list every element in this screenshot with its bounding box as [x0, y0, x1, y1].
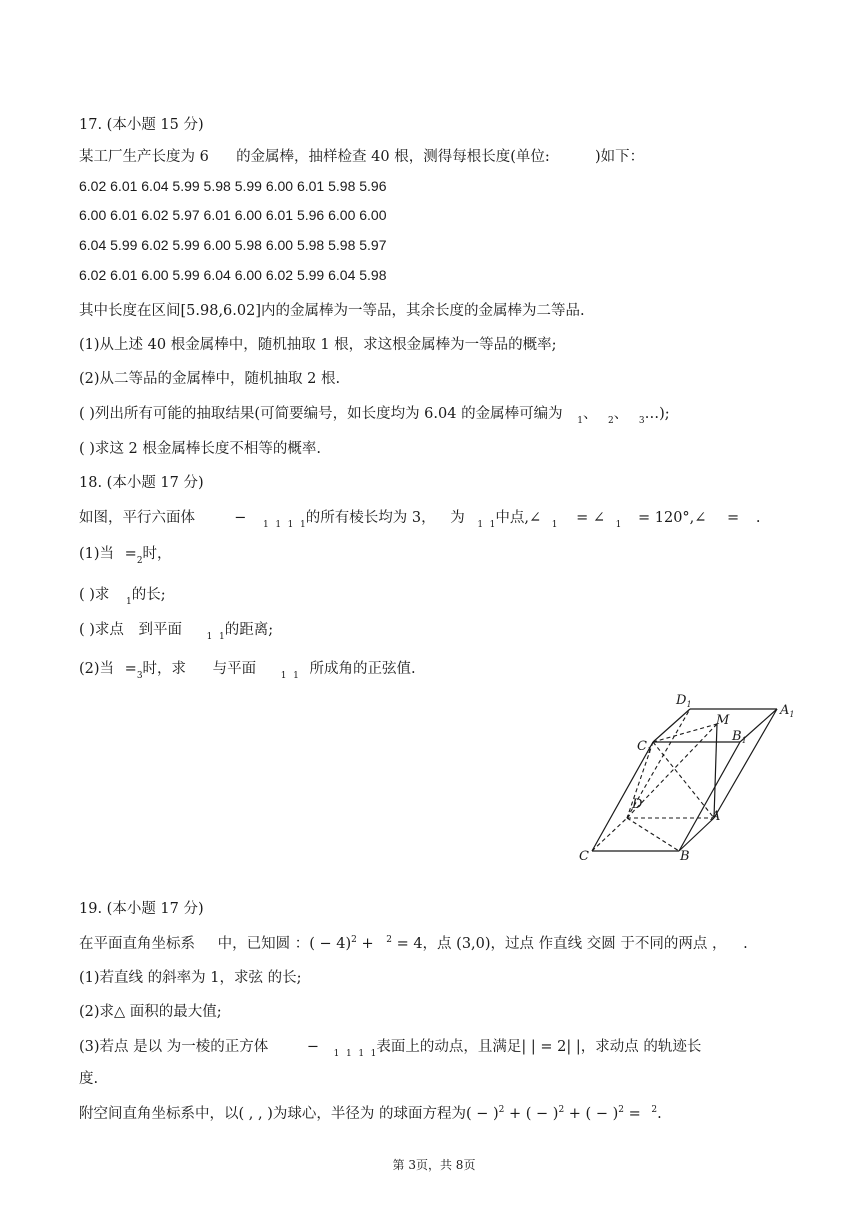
q19-part-3-c: 表面上的动点，且满足| | = 2| |，求动点 的轨迹长: [376, 1039, 702, 1055]
q18-part-1-i-b: 的长;: [131, 587, 166, 603]
q19-note-d: =: [628, 1106, 641, 1122]
q19-sq: 2: [558, 1105, 565, 1115]
q18-sub: 1: [615, 520, 622, 530]
q19-part-3-b: −: [306, 1039, 320, 1055]
edge-b-b1: [679, 742, 740, 851]
q18-sub: 1: [287, 520, 294, 530]
q18-part-1-ii: [79, 621, 273, 641]
q18-part-2-a: (2)当: [79, 661, 115, 677]
q18-sub: 1: [280, 671, 287, 681]
q17-part-1: (1)从上述 40 根金属棒中，随机抽取 1 根，求这根金属棒为一等品的概率;: [79, 337, 557, 353]
q18-sub: 1: [300, 520, 306, 530]
q18-intro-h: =: [727, 510, 740, 526]
q18-intro-d: 为: [450, 510, 465, 526]
q18-part-1: [79, 545, 172, 565]
q18-part-1-ii-a: ( )求点: [79, 622, 124, 638]
q19-sq: 2: [498, 1105, 505, 1115]
q19-note: [79, 1105, 662, 1125]
q18-part-2-e: 所成角的正弦值.: [309, 661, 416, 677]
q19-note-e: .: [657, 1106, 662, 1122]
label-m: M: [716, 713, 730, 728]
q19-sub: 1: [370, 1049, 377, 1059]
q17-intro-b: 的金属棒，抽样检查 40 根，测得每根长度(单位:: [236, 149, 550, 165]
q17-part-2: (2)从二等品的金属棒中，随机抽取 2 根.: [79, 371, 341, 387]
q19-note-a: 附空间直角坐标系中，以( , , )为球心，半径为 的球面方程为( − ): [79, 1106, 499, 1122]
q18-sub: 1: [489, 520, 496, 530]
q19-sq: 2: [386, 935, 392, 945]
q19-part-1: (1)若直线 的斜率为 1，求弦 的长;: [79, 970, 302, 986]
q17-intro: [79, 148, 644, 166]
q18-header: 18. (本小题 17 分): [79, 475, 204, 491]
q18-sub: 1: [477, 520, 484, 530]
q19-sub: 1: [333, 1049, 340, 1059]
q19-header: 19. (本小题 17 分): [79, 901, 204, 917]
q18-part-1-ii-c: 的距离;: [224, 622, 274, 638]
q18-sub: 1: [275, 520, 282, 530]
q18-intro-g: = 120°,∠: [637, 510, 707, 526]
q17-data-row-2: 6.00 6.01 6.02 5.97 6.01 6.00 6.01 5.96 6.00 6.00: [79, 207, 387, 223]
q17-part-2-i-end: …);: [644, 406, 670, 422]
q18-sub: 1: [126, 597, 132, 607]
q18-part-2-d: 与平面: [212, 661, 257, 677]
label-d1: $D_1$: [676, 693, 692, 709]
q18-intro-a: 如图，平行六面体: [79, 510, 195, 526]
q17-rule: 其中长度在区间[5.98,6.02]内的金属棒为一等品，其余长度的金属棒为二等品.: [79, 303, 585, 319]
edge-c-d: [592, 818, 627, 851]
q17-part-2-i-text: ( )列出所有可能的抽取结果(可简要编号，如长度均为 6.04 的金属棒可编为: [79, 406, 563, 422]
q18-part-2-frac: 3: [136, 671, 143, 681]
q19-part-3-cont: 度.: [79, 1071, 99, 1087]
q19-intro: [79, 935, 748, 955]
q19-intro-c: +: [361, 936, 374, 952]
q19-sub: 1: [345, 1049, 352, 1059]
q19-part-3-a: (3)若点 是以 为一棱的正方体: [79, 1039, 269, 1055]
q18-part-1-b: =: [124, 546, 137, 562]
q17-intro-c: )如下：: [595, 149, 645, 165]
q19-part-2: (2)求△ 面积的最大值;: [79, 1004, 222, 1020]
q17-data-row-3: 6.04 5.99 6.02 5.99 6.00 5.98 6.00 5.98 5.98 5.97: [79, 237, 387, 253]
q19-part-3: [79, 1038, 701, 1058]
label-c1: $C_1$: [637, 739, 653, 755]
q18-part-2-b: =: [124, 661, 137, 677]
q19-intro-e: .: [743, 936, 748, 952]
q18-sub: 1: [219, 632, 225, 642]
q17-header: 17. (本小题 15 分): [79, 117, 204, 133]
edge-b-a: [679, 818, 714, 851]
label-a1: $A_1$: [780, 703, 795, 719]
label-b: B: [680, 849, 690, 864]
page-footer: 第 3页，共 8页: [392, 1158, 476, 1172]
edge-c1-d1: [653, 709, 690, 742]
q17-data-row-1: 6.02 6.01 6.04 5.99 5.98 5.99 6.00 6.01 5.98 5.96: [79, 178, 387, 194]
q19-note-c: + ( − ): [568, 1106, 619, 1122]
q18-part-1-ii-b: 到平面: [138, 622, 183, 638]
q18-intro: [79, 509, 760, 529]
q19-sub: 1: [358, 1049, 365, 1059]
q18-part-1-c: 时，: [142, 546, 172, 562]
q18-intro-e: 中点,∠: [495, 510, 542, 526]
q17-part-2-ii: ( )求这 2 根金属棒长度不相等的概率.: [79, 441, 321, 457]
label-a: A: [711, 809, 721, 824]
q17-intro-a: 某工厂生产长度为 6: [79, 149, 209, 165]
diag-d-b: [627, 818, 679, 851]
q18-part-1-a: (1)当: [79, 546, 115, 562]
q19-intro-b: 中，已知圆 ：( − 4): [217, 936, 352, 952]
q17-sub-1: 1: [577, 416, 583, 426]
q18-part-2: [79, 660, 416, 680]
q17-part-2-i: ( )列出所有可能的抽取结果(可简要编号，如长度均为 6.04 的金属棒可编为 $_1$、 $_2$、 $_3$…);: [79, 406, 670, 426]
q18-part-2-c: 时，求: [142, 661, 187, 677]
q17-sub-2: 2: [608, 416, 614, 426]
q19-sq: 2: [618, 1105, 624, 1115]
label-d: D: [632, 797, 643, 812]
q18-intro-b: −: [234, 510, 247, 526]
q18-sub: 1: [262, 520, 269, 530]
q18-sub: 1: [293, 671, 299, 681]
q19-sq: 2: [351, 935, 357, 945]
q18-intro-f: = ∠: [576, 510, 606, 526]
q18-part-1-i: [79, 586, 166, 606]
q17-sub-3: 3: [638, 416, 645, 426]
label-b1: $B_1$: [732, 729, 747, 745]
label-c: C: [579, 849, 589, 864]
q18-intro-i: .: [755, 510, 761, 526]
q18-sub: 1: [551, 520, 558, 530]
q19-intro-a: 在平面直角坐标系: [79, 936, 195, 952]
q18-part-1-frac: 2: [136, 556, 143, 566]
parallelepiped-figure: [575, 684, 810, 864]
diag-c1-a: [653, 742, 714, 818]
q18-sub: 1: [206, 632, 213, 642]
q17-data-row-4: 6.02 6.01 6.00 5.99 6.04 6.00 6.02 5.99 6.04 5.98: [79, 267, 387, 283]
edge-c-c1: [592, 742, 653, 851]
q18-part-1-i-a: ( )求: [79, 587, 110, 603]
q19-note-b: + ( − ): [509, 1106, 559, 1122]
q19-intro-d: = 4，点 (3,0)，过点 作直线 交圆 于不同的两点 ，: [396, 936, 727, 952]
q19-sq: 2: [651, 1105, 658, 1115]
seg-a-m: [714, 724, 717, 818]
q18-intro-c: 的所有棱长均为 3，: [305, 510, 436, 526]
